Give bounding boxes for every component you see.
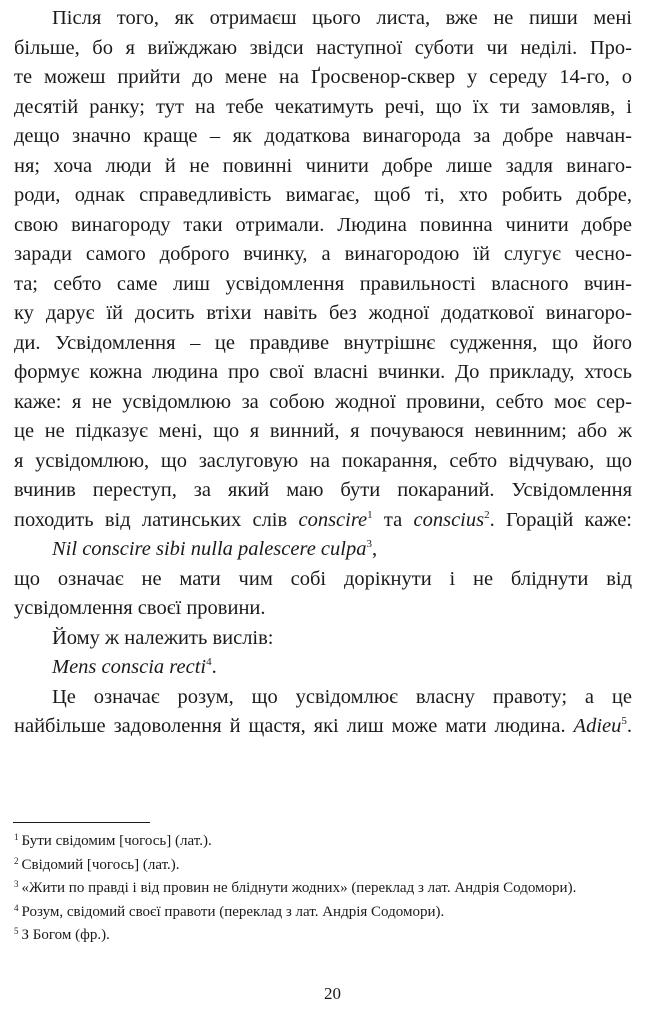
footnote-5: $^5$ З Богом (фр.). (14, 926, 110, 943)
main-text (14, 4, 632, 742)
footnote-4: $^4$ Розум, свідомий своєї правоти (переклад з лат. Андрія Содомори). (14, 902, 445, 920)
text-line: заради самого доброго вчинку, а винагородою їй слугує чесно- (14, 243, 632, 265)
text-line: ня; хоча люди й не повинні чинити добре лише задля винаго- (14, 154, 632, 177)
text-line-adieu: найбільше задоволення й щастя, які лиш може мати людина. Adieu$^5$. (14, 715, 632, 737)
text-line: ку дарує їй досить втіхи навіть без жодної додаткової винагоро- (14, 302, 632, 324)
text-line: каже: я не усвідомлюю за собою жодної провини, себто моє сер- (14, 390, 632, 413)
page-body (14, 4, 632, 742)
text-line-latin-words: походить від латинських слів conscire$^1$ та conscius$^2$. Горацій каже: (14, 508, 632, 531)
latin-word-conscire: conscire (298, 508, 368, 531)
page-number: 20 (324, 984, 341, 1003)
text-line: ди. Усвідомлення – це правдиве внутрішнє судження, що його (14, 331, 632, 354)
text-line: більше, бо я виїжджаю звідси наступної суботи чи неділі. Про- (14, 36, 632, 59)
footnote-ref-5[interactable]: 5 (621, 715, 627, 727)
text-line: дещо значно краще – як додаткова винагорода за добре навчан- (14, 125, 632, 147)
text-line: я усвідомлюю, що заслуговую на покарання, себто відчуваю, що (14, 449, 632, 472)
footnote-ref-2[interactable]: 2 (484, 508, 490, 521)
footnote-ref-4[interactable]: 4 (206, 656, 212, 668)
text-line: Після того, як отримаєш цього листа, вже не пиши мені (52, 7, 632, 29)
footnote-1: $^1$ Бути свідомим [чогось] (лат.). (14, 832, 212, 849)
footnote-3: $^3$ «Жити по правді і від провин не бліднути жодних» (переклад з лат. Андрія Содомори). (14, 879, 577, 896)
text-line: свою винагороду таки отримали. Людина повинна чинити добре (14, 213, 632, 236)
text-line: Йому ж належить вислів: (52, 626, 274, 649)
text-line: усвідомлення своєї провини. (14, 597, 266, 619)
footnote-separator (13, 822, 150, 823)
footnotes (14, 830, 654, 948)
text-line: це не підказує мені, що я винний, я почуваюся невинним; або ж (14, 420, 632, 442)
text-line: та; себто саме лиш усвідомлення правильності власного вчин- (14, 272, 632, 295)
word-adieu: Adieu (573, 715, 622, 737)
text-line: десятій ранку; тут на тебе чекатимуть речі, що їх ти замовляв, і (14, 95, 632, 118)
text-line: те можеш прийти до мене на Ґросвенор-сквер у середу 14-го, о (14, 66, 632, 88)
latin-word-conscius: conscius (413, 508, 485, 531)
footnote-2: $^2$ Свідомий [чогось] (лат.). (14, 855, 180, 873)
latin-quote-horace: Nil conscire sibi nulla palescere culpa$^3$, (52, 538, 378, 560)
text-line: роди, однак справедливість вимагає, щоб ті, хто робить добре, (14, 184, 632, 206)
latin-quote-mens-conscia: Mens conscia recti$^4$. (52, 656, 217, 678)
footnote-ref-1[interactable]: 1 (367, 508, 373, 521)
footnote-ref-3[interactable]: 3 (366, 538, 372, 550)
text-line: вчинив переступ, за який маю бути покараний. Усвідомлення (14, 479, 632, 501)
text-line: формує кожна людина про свої власні вчинки. До прикладу, хтось (14, 361, 632, 383)
text-line: Це означає розум, що усвідомлює власну правоту; а це (52, 685, 632, 708)
text-line: що означає не мати чим собі дорікнути і не бліднути від (14, 567, 632, 590)
